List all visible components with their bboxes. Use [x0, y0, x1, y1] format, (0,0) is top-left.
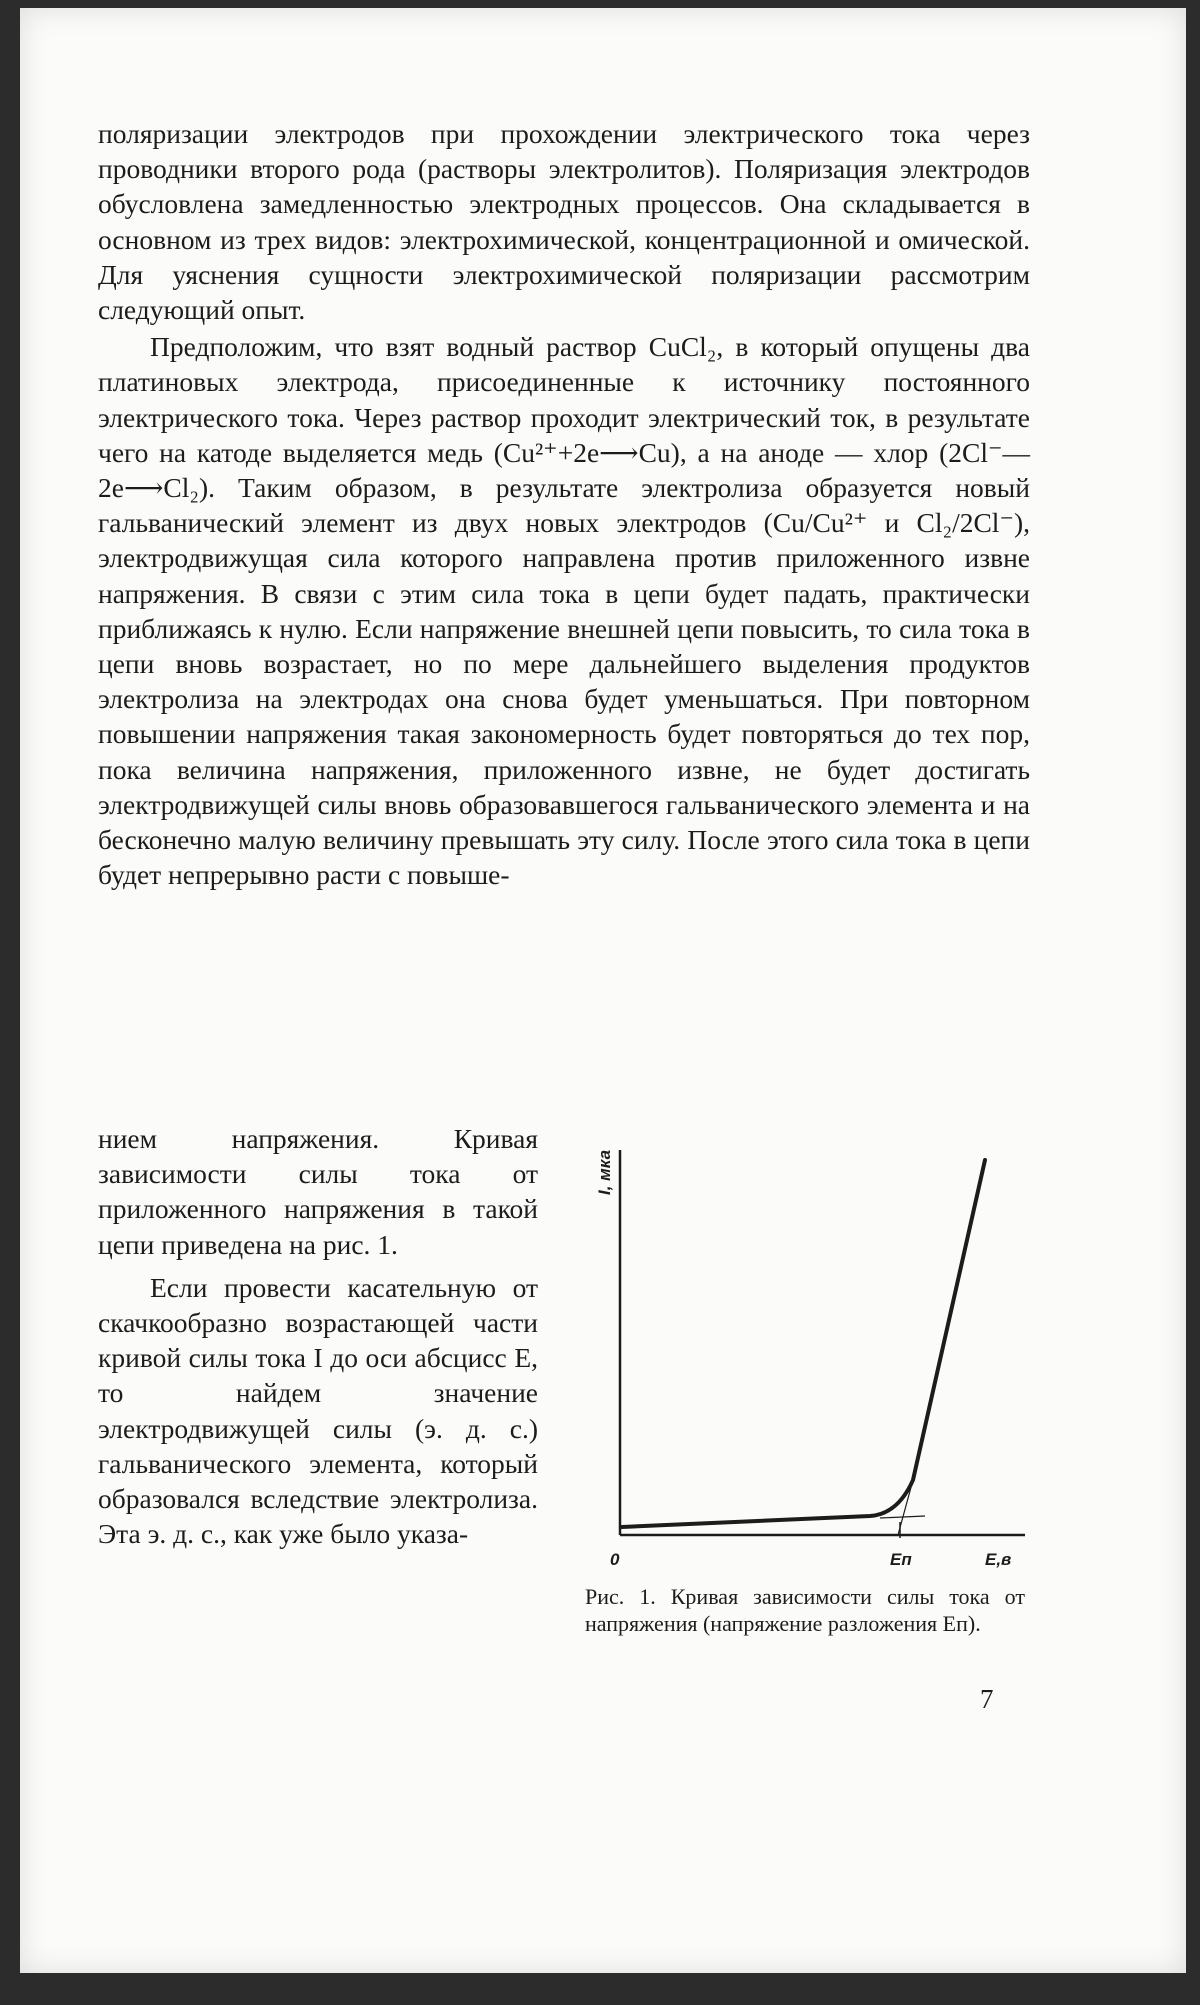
page-number: 7 — [980, 1684, 994, 1714]
figure-caption: Рис. 1. Кривая зависимости силы тока от напряжения (напряжение разложения Eп). — [585, 1584, 1025, 1636]
current-curve — [622, 1160, 985, 1527]
figure-1 — [580, 1130, 1030, 1580]
paragraph-3: Если провести касательную от скачкообразно возрастающей части кривой силы тока I до оси абсцисс E, то найдем значение электродвижущей силы (э. д. с.) гальванического элемента, который образовался вследствие электролиза. Эта э. д. с., как уже было указа- — [98, 1271, 538, 1550]
paragraph-1: поляризации электродов при прохождении электрического тока через проводники второго рода (растворы электролитов). Поляризация электродов обусловлена замедленностью электродных процессов. Она складывается в основном из трех видов: электрохимической, концентрационной и омической. Для уяснения сущности электрохимической поляризации рассмотрим следующий опыт. — [98, 118, 1030, 326]
book-page — [20, 8, 1186, 1973]
x-axis-label: E,в — [985, 1550, 1012, 1569]
left-column-text — [98, 1121, 538, 1551]
y-axis-label: I, мка — [595, 1149, 614, 1195]
origin-label: 0 — [610, 1550, 620, 1569]
current-voltage-plot — [580, 1130, 1030, 1580]
paragraph-2-continued: нием напряжения. Кривая зависимости силы тока от приложенного напряжения в такой цепи приведена на рис. 1. — [98, 1123, 538, 1260]
x-mark-label: Eп — [890, 1550, 912, 1569]
paragraph-2: Предположим, что взят водный раствор CuCl₂, в который опущены два платиновых электрода, присоединенные к источнику постоянного электрического тока. Через раствор проходит электрический ток, в результате чего на катоде выделяется медь (Cu²⁺+2e⟶Cu), а на аноде — хлор (2Cl⁻—2e⟶Cl₂). Таким образом, в результате электролиза образуется новый гальванический элемент из двух новых электродов (Cu/Cu²⁺ и Cl₂/2Cl⁻), электродвижущая сила которого направлена против приложенного извне напряжения. В связи с этим сила тока в цепи будет падать, практически приближаясь к нулю. Если напряжение внешней цепи повысить, то сила тока в цепи вновь возрастает, но по мере дальнейшего выделения продуктов электролиза на электродах она снова будет уменьшаться. При повторном повышении напряжения такая закономерность будет повторяться до тех пор, пока величина напряжения, приложенного извне, не будет достигать электродвижущей силы вновь образовавшегося гальванического элемента и на бесконечно малую величину превышать эту силу. После этого сила тока в цепи будет непрерывно расти с повыше- — [98, 331, 1030, 891]
main-text — [98, 116, 1030, 892]
tangent-line — [898, 1480, 913, 1535]
